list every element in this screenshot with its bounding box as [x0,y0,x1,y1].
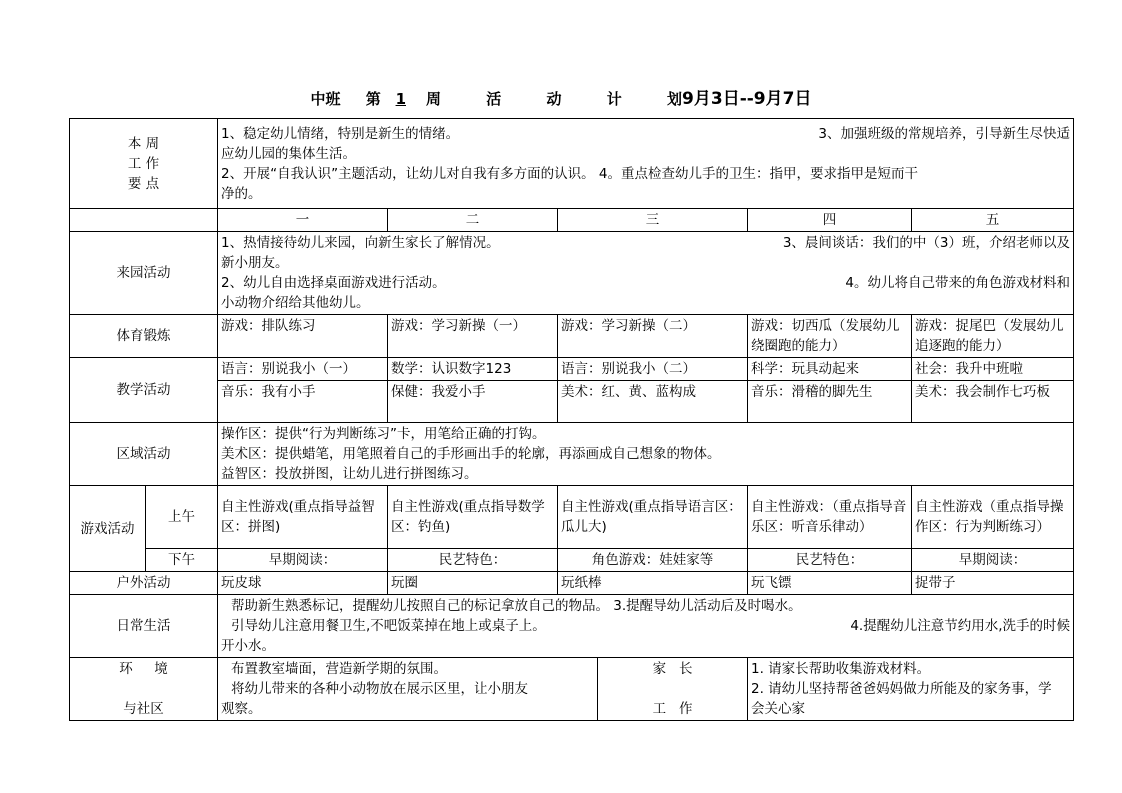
area-text: 操作区：提供“行为判断练习”卡，用笔给正确的打钩。 [221,426,546,442]
title-hua: 划 [667,90,683,108]
teaching-row-1 [70,358,1074,381]
focus-label [70,119,218,209]
focus-label-line: 要 点 [127,175,160,192]
area-content [218,423,1074,486]
focus-row [70,119,1074,209]
env-text: 观察。 [221,701,262,717]
teaching-cell: 美术：我会制作七巧板 [912,381,1074,423]
env-content [218,658,598,721]
games-am-cell: 自主性游戏(重点指导益智区：拼图) [218,486,388,549]
games-pm-row [70,549,1074,572]
games-am-row [70,486,1074,549]
day-header: 一 [218,209,388,232]
games-pm-label: 下午 [146,549,218,572]
games-am-cell: 自主性游戏(重点指导数学区：钓鱼) [388,486,558,549]
area-row [70,423,1074,486]
pe-cell: 游戏：学习新操（二） [558,315,748,358]
outdoor-cell: 捉带子 [912,572,1074,595]
teaching-label: 教学活动 [70,358,218,423]
day-header: 二 [388,209,558,232]
daily-text: 帮助新生熟悉标记，提醒幼儿按照自己的标记拿放自己的物品。 3.提醒导幼儿活动后及时喝水。 [231,598,802,614]
parents-label-line: 家 长 [652,661,693,677]
parents-text: 1. 请家长帮助收集游戏材料。 [751,661,931,677]
area-label: 区域活动 [70,423,218,486]
title-huo: 活 [486,90,502,108]
parents-text: 2. 请幼儿坚持帮爸爸妈妈做力所能及的家务事，学 [751,681,1052,697]
games-pm-cell: 早期阅读： [912,549,1074,572]
title-week-number: 1 [395,90,406,108]
parents-label-line: 工 作 [652,701,693,717]
teaching-cell: 社会：我升中班啦 [912,358,1074,381]
focus-label-line: 本 周 [127,135,160,152]
arrival-text: 4。幼儿将自己带来的角色游戏材料和 [845,275,1071,291]
games-pm-cell: 民艺特色： [388,549,558,572]
arrival-content [218,232,1074,315]
teaching-cell: 保健：我爱小手 [388,381,558,423]
daily-content [218,595,1074,658]
day-header: 五 [912,209,1074,232]
outdoor-cell: 玩圈 [388,572,558,595]
focus-text: 1、稳定幼儿情绪，特别是新生的情绪。 [221,125,460,142]
weekly-plan-table [69,118,1074,721]
outdoor-cell: 玩皮球 [218,572,388,595]
parents-content [748,658,1074,721]
title-ji: 计 [606,90,622,108]
games-am-cell: 自主性游戏：（重点指导音乐区：听音乐律动） [748,486,912,549]
arrival-text: 新小朋友。 [221,255,289,271]
parents-text: 会关心家 [751,701,806,717]
daily-text: 开小水。 [221,638,276,654]
games-pm-cell: 角色游戏：娃娃家等 [558,549,748,572]
pe-cell: 游戏：切西瓜（发展幼儿绕圈跑的能力） [748,315,912,358]
env-text: 将幼儿带来的各种小动物放在展示区里，让小朋友 [231,681,529,697]
parents-label [598,658,748,721]
area-text: 益智区：投放拼图，让幼儿进行拼图练习。 [221,466,478,482]
day-header-row [70,209,1074,232]
title-zhou: 周 [426,90,442,108]
title-class: 中班 [310,90,341,108]
outdoor-cell: 玩纸棒 [558,572,748,595]
daily-row [70,595,1074,658]
focus-label-line: 工 作 [127,155,160,172]
teaching-cell: 语言：别说我小（一） [218,358,388,381]
outdoor-row [70,572,1074,595]
env-label [70,658,218,721]
env-label-line: 环 境 [119,661,168,677]
games-label: 游戏活动 [70,486,146,572]
daily-text: 引导幼儿注意用餐卫生,不吧饭菜掉在地上或桌子上。 [231,618,546,634]
teaching-cell: 音乐：我有小手 [218,381,388,423]
teaching-row-2 [70,381,1074,423]
day-header-blank [70,209,218,232]
title-di: 第 [365,90,381,108]
arrival-text: 2、幼儿自由选择桌面游戏进行活动。 [221,275,446,291]
teaching-cell: 美术：红、黄、蓝构成 [558,381,748,423]
games-am-cell: 自主性游戏(重点指导语言区：瓜儿大) [558,486,748,549]
games-am-label: 上午 [146,486,218,549]
teaching-cell: 语言：别说我小（二） [558,358,748,381]
teaching-cell: 数学：认识数字123 [388,358,558,381]
games-am-cell: 自主性游戏（重点指导操作区：行为判断练习） [912,486,1074,549]
focus-text: 净的。 [221,185,262,202]
daily-text: 4.提醒幼儿注意节约用水,洗手的时候 [850,618,1071,634]
pe-cell: 游戏：排队练习 [218,315,388,358]
focus-text: 3、加强班级的常规培养，引导新生尽快适 [818,125,1071,142]
day-header: 三 [558,209,748,232]
env-label-line: 与社区 [123,701,164,717]
pe-row [70,315,1074,358]
focus-text: 应幼儿园的集体生活。 [221,145,357,162]
arrival-text: 1、热情接待幼儿来园，向新生家长了解情况。 [221,235,500,251]
games-pm-cell: 民艺特色： [748,549,912,572]
day-header: 四 [748,209,912,232]
outdoor-cell: 玩飞镖 [748,572,912,595]
title-dong: 动 [546,90,562,108]
teaching-cell: 科学：玩具动起来 [748,358,912,381]
outdoor-label: 户外活动 [70,572,218,595]
area-text: 美术区：提供蜡笔，用笔照着自己的手形画出手的轮廓，再添画成自己想象的物体。 [221,446,721,462]
arrival-row [70,232,1074,315]
page-title [0,84,1122,109]
env-text: 布置教室墙面，营造新学期的氛围。 [231,661,448,677]
arrival-label: 来园活动 [70,232,218,315]
pe-cell: 游戏：学习新操（一） [388,315,558,358]
teaching-cell: 音乐：滑稽的脚先生 [748,381,912,423]
pe-cell: 游戏：捉尾巴（发展幼儿追逐跑的能力） [912,315,1074,358]
focus-text: 2、开展“自我认识”主题活动，让幼儿对自我有多方面的认识。 4。重点检查幼儿手的卫生：指甲，要求指甲是短而干 [221,165,918,182]
arrival-text: 3、晨间谈话：我们的中（3）班，介绍老师以及 [782,235,1071,251]
pe-label: 体育锻炼 [70,315,218,358]
games-pm-cell: 早期阅读： [218,549,388,572]
title-date-range: 9月3日--9月7日 [682,89,812,109]
arrival-text: 小动物介绍给其他幼儿。 [221,295,370,311]
env-row [70,658,1074,721]
daily-label: 日常生活 [70,595,218,658]
focus-content [218,119,1074,209]
